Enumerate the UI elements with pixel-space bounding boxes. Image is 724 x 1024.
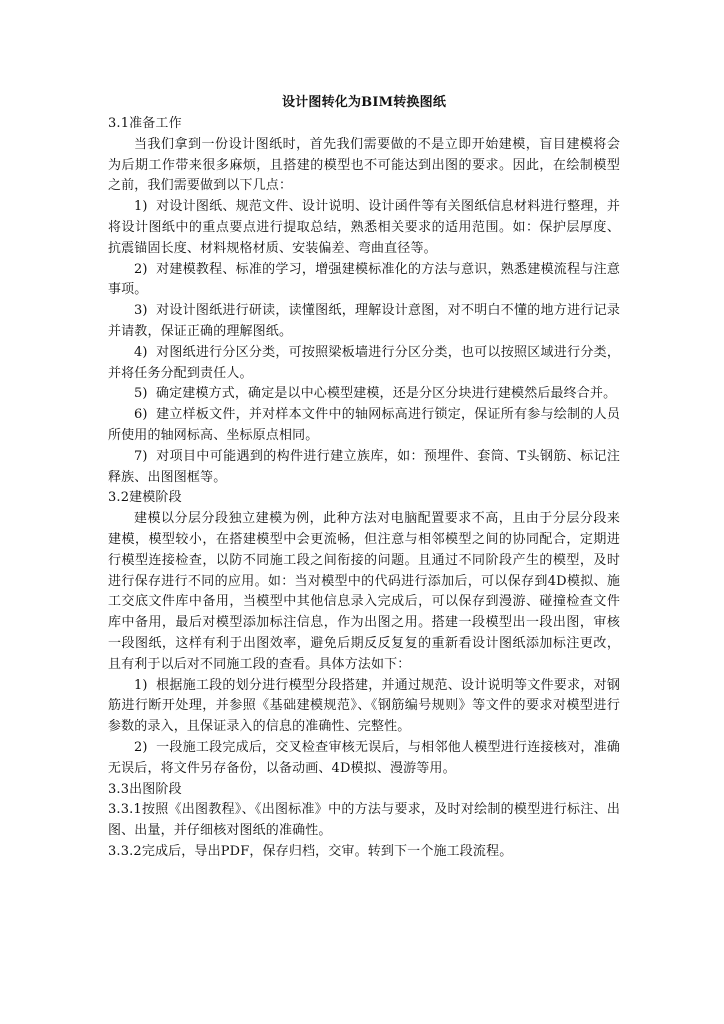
section-heading-3-2: 3.2建模阶段: [108, 490, 182, 506]
list-item-text: 对图纸进行分区分类，可按照梁板墙进行分区分类，也可以按照区域进行分类，并将任务分配到责任人。: [108, 344, 620, 381]
list-item: [108, 676, 620, 738]
list-item-number: 1): [134, 199, 148, 215]
section-3-3-2-text: 3.3.2完成后，导出PDF，保存归档，交审。转到下一个施工段流程。: [108, 843, 513, 859]
list-item-text: 确定建模方式，确定是以中心模型建模，还是分区分块进行建模然后最终合并。: [156, 386, 617, 402]
section-3-3-1-text: 3.3.1按照《出图教程》、《出图标准》中的方法与要求，及时对绘制的模型进行标注、出图、出量，并仔细核对图纸的准确性。: [108, 802, 620, 839]
list-item: [108, 260, 620, 302]
list-item-number: 7): [134, 448, 148, 464]
list-item: [108, 384, 620, 405]
list-item: [108, 405, 620, 447]
list-item-text: 对设计图纸进行研读，读懂图纸，理解设计意图，对不明白不懂的地方进行记录并请教，保证正确的理解图纸。: [108, 303, 620, 339]
list-item: [108, 738, 620, 780]
list-item-text: 一段施工段完成后，交叉检查审核无误后，与相邻他人模型进行连接核对，准确无误后，将文件另存备份，以备动画、4D模拟、漫游等用。: [108, 739, 620, 776]
list-item: [108, 447, 620, 489]
section-3-2-intro: 建模以分层分段独立建模为例，此种方法对电脑配置要求不高，且由于分层分段来建模，模型较小，在搭建模型中会更流畅，但注意与相邻模型之间的协同配合，定期进行模型连接检查，以防不同施工段之间衔接的问题。且通过不同阶段产生的模型，及时进行保存进行不同的应用。如：当对模型中的代码进行添加后，可以保存到4D模拟、施工交底文件库中备用，当模型中其他信息录入完成后，可以保存到漫游、碰撞检查文件库中备用，最后对模型添加标注信息，作为出图之用。搭建一段模型出一段出图，审核一段图纸，这样有利于出图效率，避免后期反反复复的重新看设计图纸添加标注更改，且有利于以后对不同施工段的查看。具体方法如下：: [108, 511, 620, 672]
list-item: [108, 197, 620, 259]
section-heading-3-3: 3.3出图阶段: [108, 781, 182, 797]
list-item-number: 6): [134, 407, 148, 423]
list-item-text: 对项目中可能遇到的构件进行建立族库，如：预埋件、套筒、T头钢筋、标记注释族、出图图框等。: [108, 448, 620, 485]
list-item: [108, 343, 620, 385]
list-item-text: 根据施工段的划分进行模型分段搭建，并通过规范、设计说明等文件要求，对钢筋进行断开处理，并参照《基础建模规范》、《钢筋编号规则》等文件的要求对模型进行参数的录入，且保证录入的信息的准确性、完整性。: [108, 677, 620, 735]
list-item-number: 2): [134, 739, 148, 755]
list-item-text: 对建模教程、标准的学习，增强建模标准化的方法与意识，熟悉建模流程与注意事项。: [108, 261, 620, 298]
list-item-number: 5): [134, 386, 148, 402]
list-item-number: 4): [134, 344, 148, 360]
list-item-number: 1): [134, 677, 148, 693]
section-3-1-intro: 当我们拿到一份设计图纸时，首先我们需要做的不是立即开始建模，盲目建模将会为后期工作带来很多麻烦，且搭建的模型也不可能达到出图的要求。因此，在绘制模型之前，我们需要做到以下几点：: [108, 136, 620, 194]
list-item-number: 2): [134, 261, 148, 277]
document-page: [108, 94, 620, 863]
list-item-text: 对设计图纸、规范文件、设计说明、设计函件等有关图纸信息材料进行整理，并将设计图纸中的重点要点进行提取总结，熟悉相关要求的适用范围。如：保护层厚度、抗震锚固长度、材料规格材质、安装偏差、弯曲直径等。: [108, 199, 620, 256]
list-item-number: 3): [134, 303, 148, 319]
section-heading-3-1: 3.1准备工作: [108, 116, 182, 131]
list-item: [108, 301, 620, 343]
list-item-text: 建立样板文件，并对样本文件中的轴网标高进行锁定，保证所有参与绘制的人员所使用的轴网标高、坐标原点相同。: [108, 407, 620, 443]
document-title: 设计图转化为BIM转换图纸: [281, 95, 447, 110]
